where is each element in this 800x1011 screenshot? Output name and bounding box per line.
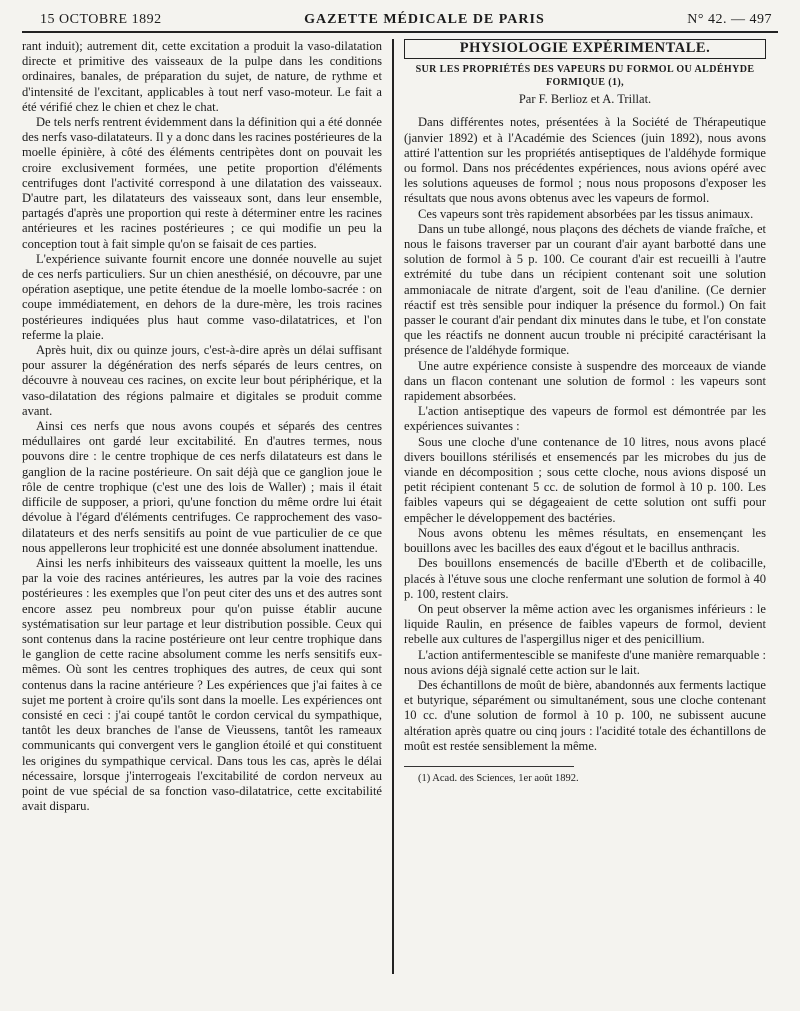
right-column xyxy=(396,39,766,974)
paragraph: rant induit); autrement dit, cette excitation a produit la vaso-dilatation directe et primitive des vaisseaux de la pulpe dans les conditions ordinaires, banales, de préparation du sujet, de nature, de rythme et d'intensité de l'excitant, applicables à tout nerf vaso-moteur. Le fait a été vérifié chez le chien et chez le chat. xyxy=(22,39,382,114)
header-issue: N° 42. — 497 xyxy=(687,12,772,27)
paragraph: L'action antiseptique des vapeurs de formol est démontrée par les expériences suivantes : xyxy=(404,404,766,434)
paragraph: Des bouillons ensemencés de bacille d'Eberth et de colibacille, placés à l'étuve sous une cloche renfermant une solution de formol à 40 p. 100, restent clairs. xyxy=(404,556,766,601)
article-subtitle: SUR LES PROPRIÉTÉS DES VAPEURS DU FORMOL OU ALDÉHYDE FORMIQUE (1), xyxy=(415,64,755,89)
paragraph: Après huit, dix ou quinze jours, c'est-à-dire après un délai suffisant pour assurer la dégénération des nerfs séparés de leurs centres, on découvre à nouveau ces racines, on excite leur bout périphérique, et la vaso-dilatation des régions palmaire et digitales se produit comme avant. xyxy=(22,343,382,418)
left-column xyxy=(22,39,390,974)
paragraph: Ces vapeurs sont très rapidement absorbées par les tissus animaux. xyxy=(418,206,754,221)
paragraph: Une autre expérience consiste à suspendre des morceaux de viande dans un flacon contenant une solution de formol : les vapeurs sont rapidement absorbées. xyxy=(404,358,766,404)
article-byline: Par F. Berlioz et A. Trillat. xyxy=(518,92,652,107)
paragraph: Dans différentes notes, présentées à la Société de Thérapeutique (janvier 1892) et à l'Académie des Sciences (juin 1892), nous avons attiré l'attention sur les propriétés antiseptiques de l'aldéhyde formique ou formol. Dans nos précédentes expériences, nous avions opéré avec les solutions aqueuses de formol ; nous nous proposons d'exposer les résultats que nous avons obtenus avec les vapeurs de formol. xyxy=(404,115,766,206)
paragraph: Dans un tube allongé, nous plaçons des déchets de viande fraîche, et nous le faisons traverser par un courant d'air ayant barbotté dans une solution de formol à 5 p. 100. Ce courant d'air est recueilli à l'autre extrémité du tube dans un récipient contenant soit une solution ammoniacale de nitrate d'argent, soit de l'eau d'aniline. (Ce dernier réactif est très sensible pour indiquer la présence du formol.) On fait passer le courant d'air pendant dix minutes dans le tube, et l'on constate que les réactifs ne donnent aucun trouble ni précipité caractérisant la présence de l'aldéhyde formique. xyxy=(404,221,766,358)
section-title: PHYSIOLOGIE EXPÉRIMENTALE. xyxy=(404,39,766,59)
paragraph: On peut observer la même action avec les organismes inférieurs : le liquide Raulin, en présence de faibles vapeurs de formol, devient rebelle aux cultures de l'aspergillus niger et des penicillium. xyxy=(404,601,766,647)
column-divider xyxy=(392,39,394,974)
page-header xyxy=(22,12,778,33)
footnote-rule xyxy=(404,766,574,767)
footnote: (1) Acad. des Sciences, 1er août 1892. xyxy=(418,772,579,784)
paragraph: Sous une cloche d'une contenance de 10 litres, nous avons placé divers bouillons stérilisés et ensemencés par les microbes du jus de viande en décomposition ; sous cette cloche, nous avions disposé un petit récipient contenant 5 cc. de solution de formol à 10 p. 100. Les faibles vapeurs qui se dégageaient de cette solution ont suffi pour empêcher le développement des bactéries. xyxy=(404,434,766,525)
article-columns xyxy=(22,39,778,974)
paragraph: De tels nerfs rentrent évidemment dans la définition qui a été donnée des nerfs vaso-dilatateurs. Il y a donc dans les racines postérieures de la moelle épinière, à côté des éléments centripètes dont on pouvait les croire exclusivement formées, une petite proportion d'éléments centrifuges dont l'activité correspond à une dilatation des vaisseaux. D'autre part, les dilatateurs des vaisseaux sont, dans leur ensemble, partagés d'après une proportion qui reste à déterminer entre les racines antérieures et les racines postérieures ; ce qui modifie un peu la conception tout à fait simple qu'on se faisait de ces parties. xyxy=(22,115,382,251)
paragraph: Nous avons obtenu les mêmes résultats, en ensemençant les bouillons avec les bacilles des eaux d'égout et le bacillus anthracis. xyxy=(404,525,766,556)
paragraph: L'expérience suivante fournit encore une donnée nouvelle au sujet de ces nerfs particuliers. Sur un chien anesthésié, on découvre, par une opération aseptique, une petite étendue de la moelle lombo-sacrée : on coupe immédiatement, en dehors de la dure-mère, les trois racines postérieures indiquées plus haut comme vaso-dilatatrices, et l'on referme la plaie. xyxy=(22,251,382,342)
header-title: GAZETTE MÉDICALE DE PARIS xyxy=(304,12,545,27)
paragraph: Ainsi les nerfs inhibiteurs des vaisseaux quittent la moelle, les uns par la voie des racines antérieures, les autres par la voie des racines postérieures : les exemples que l'on peut citer des uns et des autres sont encore assez peu nombreux pour qu'on puisse établir aucune systématisation sur leur partage et leur distribution possible. Ceux qui sont contenus dans la racine postérieure ont leur centre trophique dans le ganglion de cette racine absolument comme les nerfs sensitifs eux-mêmes. Où sont les centres trophiques des autres, de ceux qui sont contenus dans la racine antérieure ? Les expériences que j'ai faites à ce sujet me portent à croire qu'ils sont dans la moelle. Les expériences ont consisté en ceci : j'ai coupé tantôt le cordon cervical du sympathique, tantôt les deux branches de l'anse de Vieussens, tantôt les rameaux communicants qui convergent vers le ganglion étoilé et qui constituent les origines du sympathique cervical. Dans tous les cas, après le délai nécessaire, lorsque j'interrogeais l'excitabilité de cordon nerveux au point de vue spécial de sa fonction vaso-dilatatrice, cette excitabilité avait disparu. xyxy=(22,555,382,814)
paragraph: L'action antifermentescible se manifeste d'une manière remarquable : nous avions déjà signalé cette action sur le lait. xyxy=(404,647,766,677)
paragraph: Ainsi ces nerfs que nous avons coupés et séparés des centres médullaires ont gardé leur excitabilité. En d'autres termes, nous pouvons dire : le centre trophique de ces nerfs dilatateurs est dans le ganglion de la racine postérieure. On sait déjà que ce ganglion joue le rôle de centre trophique (c'est une des lois de Waller) ; mais il était difficile de supposer, a priori, qu'une fonction du même ordre lui était dévolue à l'égard d'éléments centrifuges. Ce rapprochement des vaso-dilatateurs et des nerfs sensitifs au point de vue particulier de ce que nous appellerons leur trophicité est une donnée absolument inattendue. xyxy=(22,419,382,555)
header-date: 15 OCTOBRE 1892 xyxy=(40,12,162,27)
paragraph: Des échantillons de moût de bière, abandonnés aux ferments lactique et butyrique, séparément ou simultanément, sous une cloche contenant 10 cc. d'une solution de formol à 10 p. 100, ne subissent aucune altération après quatre ou cinq jours : l'acidité totale des échantillons de moût est restée sensiblement la même. xyxy=(404,677,766,753)
